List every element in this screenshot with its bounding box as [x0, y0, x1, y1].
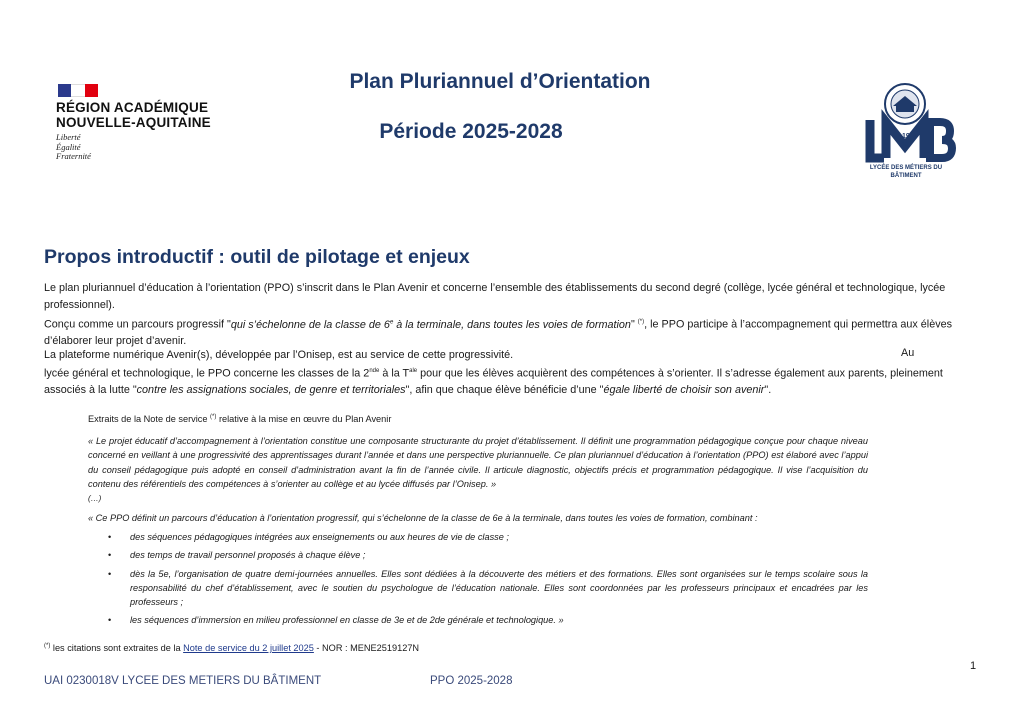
- lmb-school-logo: [850, 76, 960, 188]
- list-item: • les séquences d’immersion en milieu professionnel en classe de 3e et de 2de générale et technologique. »: [108, 613, 868, 627]
- footnote: (*) les citations sont extraites de la Note de service du 2 juillet 2025 - NOR : MENE2519127N: [44, 643, 420, 654]
- intro-paragraph-1: Le plan pluriannuel d’éducation à l’orientation (PPO) s’inscrit dans le Plan Avenir et concerne l’ensemble des établissements du second degré (collège, lycée général et technologique, lycée professionnel).: [44, 282, 946, 311]
- bullet-icon: •: [108, 550, 112, 561]
- region-name-line1: RÉGION ACADÉMIQUE: [56, 100, 209, 115]
- page-subtitle: Période 2025-2028: [379, 120, 563, 143]
- list-item: • des temps de travail personnel proposés à chaque élève ;: [108, 548, 868, 562]
- excerpt-ellipsis: (…): [88, 494, 102, 503]
- intro-paragraph-3-tail: Au: [901, 347, 915, 359]
- section-heading: Propos introductif : outil de pilotage et enjeux: [44, 246, 470, 268]
- svg-text:19: 19: [902, 133, 910, 140]
- bullet-icon: •: [108, 615, 112, 626]
- bullet-icon: •: [108, 568, 112, 579]
- footer-document-id: PPO 2025-2028: [430, 675, 513, 687]
- page-number: 1: [970, 660, 977, 672]
- list-item: • dès la 5e, l’organisation de quatre demi-journées annuelles. Elles sont dédiées à la découverte des métiers et des formations. Elles sont organisées sur le temps scolaire sous la responsabilité du chef d’établissement, avec le soutien du psychologue de l’éducation nationale. Elles sont coordonnées par les professeurs principaux et encadrées par les professeurs ;: [108, 567, 868, 610]
- region-name-line2: NOUVELLE-AQUITAINE: [56, 115, 211, 130]
- intro-paragraph-4: lycée général et technologique, le PPO concerne les classes de la 2nde à la $T^{ale}$ pour que les élèves acquièrent des compétences à s’orienter. Il s’adresse également aux parents, pleinement associés à la lutte "contre les assignations sociales, de genre et territoriales", afin que chaque élève bénéficie d’une "égale liberté de choisir son avenir".: [44, 367, 943, 397]
- excerpt-bullet-list: [108, 530, 868, 632]
- footer-school-id: UAI 0230018V LYCEE DES METIERS DU BÂTIMENT: [44, 675, 322, 687]
- motto-fraternite: Fraternité: [56, 151, 91, 161]
- excerpt-title: Extraits de la Note de service (*) relative à la mise en œuvre du Plan Avenir: [88, 414, 392, 425]
- motto-egalite: Égalité: [56, 141, 81, 152]
- intro-paragraph-2: Conçu comme un parcours progressif "qui s’échelonne de la classe de 6e à la terminale, dans toutes les voies de formation" (*), le PPO participe à l’accompagnement qui permettra aux élèves d’élaborer leur projet d’avenir.: [44, 318, 953, 348]
- note-de-service-link[interactable]: Note de service du 2 juillet 2025: [183, 643, 314, 654]
- intro-paragraph-3: La plateforme numérique Avenir(s), développée par l’Onisep, est au service de cette progressivité.: [44, 349, 514, 361]
- excerpt-quote-2: « Ce PPO définit un parcours d’éducation à l’orientation progressif, qui s’échelonne de la classe de 6e à la terminale, dans toutes les voies de formation, combinant :: [88, 513, 758, 523]
- excerpt-quote-1: « Le projet éducatif d’accompagnement à l’orientation constitue une composante structurante du projet d’établissement. Il définit une programmation pédagogique conçue pour chaque niveau concerné en veillant à une progressivité des apprentissages durant l’année et dans une perspective pluriannuelle. Ce plan pluriannuel d’éducation à l’orientation (PPO) est élaboré avec l’appui du conseil pédagogique puis adopté en conseil d’administration avant la fin de l’année civile. Il articule diagnostic, objectifs précis et programmation pédagogique. Il vise l’acquisition du contenu des référentiels des compétences à s’orienter au collège et au lycée diffusés par l’Onisep. »: [88, 436, 868, 489]
- logo-caption: LYCÉE DES MÉTIERS DU BÂTIMENT: [869, 165, 943, 179]
- list-item: • des séquences pédagogiques intégrées aux enseignements ou aux heures de vie de classe ;: [108, 530, 868, 544]
- motto-liberte: Liberté: [56, 132, 81, 142]
- bullet-icon: •: [108, 532, 112, 542]
- page-title: Plan Pluriannuel d’Orientation: [349, 70, 651, 93]
- svg-text:11: 11: [902, 141, 910, 148]
